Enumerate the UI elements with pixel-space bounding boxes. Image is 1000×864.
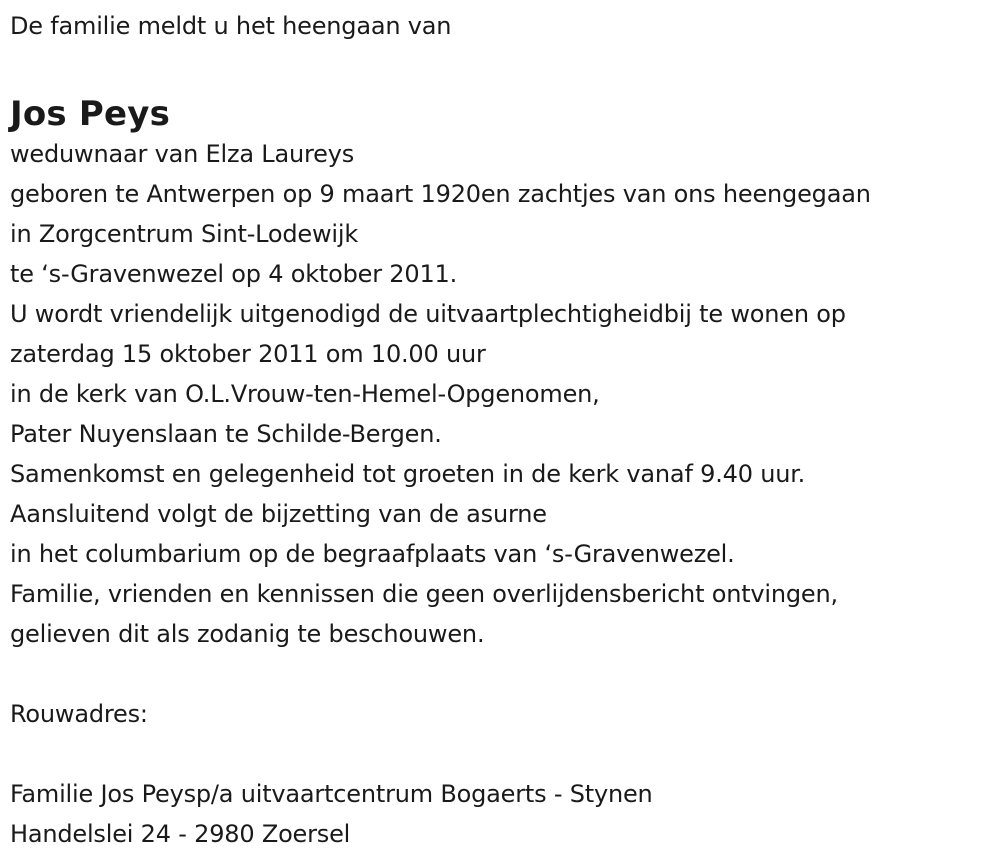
body-line: in de kerk van O.L.Vrouw-ten-Hemel-Opgenomen, [10,380,600,408]
body-line: Samenkomst en gelegenheid tot groeten in de kerk vanaf 9.40 uur. [10,460,806,488]
spacer [10,654,995,694]
address-block [10,774,995,854]
body-line: zaterdag 15 oktober 2011 om 10.00 uur [10,340,486,368]
body-line: Aansluitend volgt de bijzetting van de asurne [10,500,547,528]
body-line: gelieven dit als zodanig te beschouwen. [10,620,485,648]
address-label: Rouwadres: [10,700,148,728]
body-line: in het columbarium op de begraafplaats van ‘s-Gravenwezel. [10,540,735,568]
spacer [10,734,995,774]
body-line: Familie, vrienden en kennissen die geen overlijdensbericht ontvingen, [10,580,838,608]
body-line: geboren te Antwerpen op 9 maart 1920en zachtjes van ons heengegaan [10,180,871,208]
intro-text: De familie meldt u het heengaan van [10,12,452,40]
body-line: weduwnaar van Elza Laureys [10,140,355,168]
notice-body [10,134,995,654]
deceased-name: Jos Peys [10,94,171,134]
address-line: Handelslei 24 - 2980 Zoersel [10,820,351,848]
body-line: U wordt vriendelijk uitgenodigd de uitvaartplechtigheidbij te wonen op [10,300,846,328]
body-line: Pater Nuyenslaan te Schilde-Bergen. [10,420,442,448]
body-line: te ‘s-Gravenwezel op 4 oktober 2011. [10,260,458,288]
body-line: in Zorgcentrum Sint-Lodewijk [10,220,359,248]
death-notice [10,0,995,854]
address-line: Familie Jos Peysp/a uitvaartcentrum Bogaerts - Stynen [10,780,653,808]
